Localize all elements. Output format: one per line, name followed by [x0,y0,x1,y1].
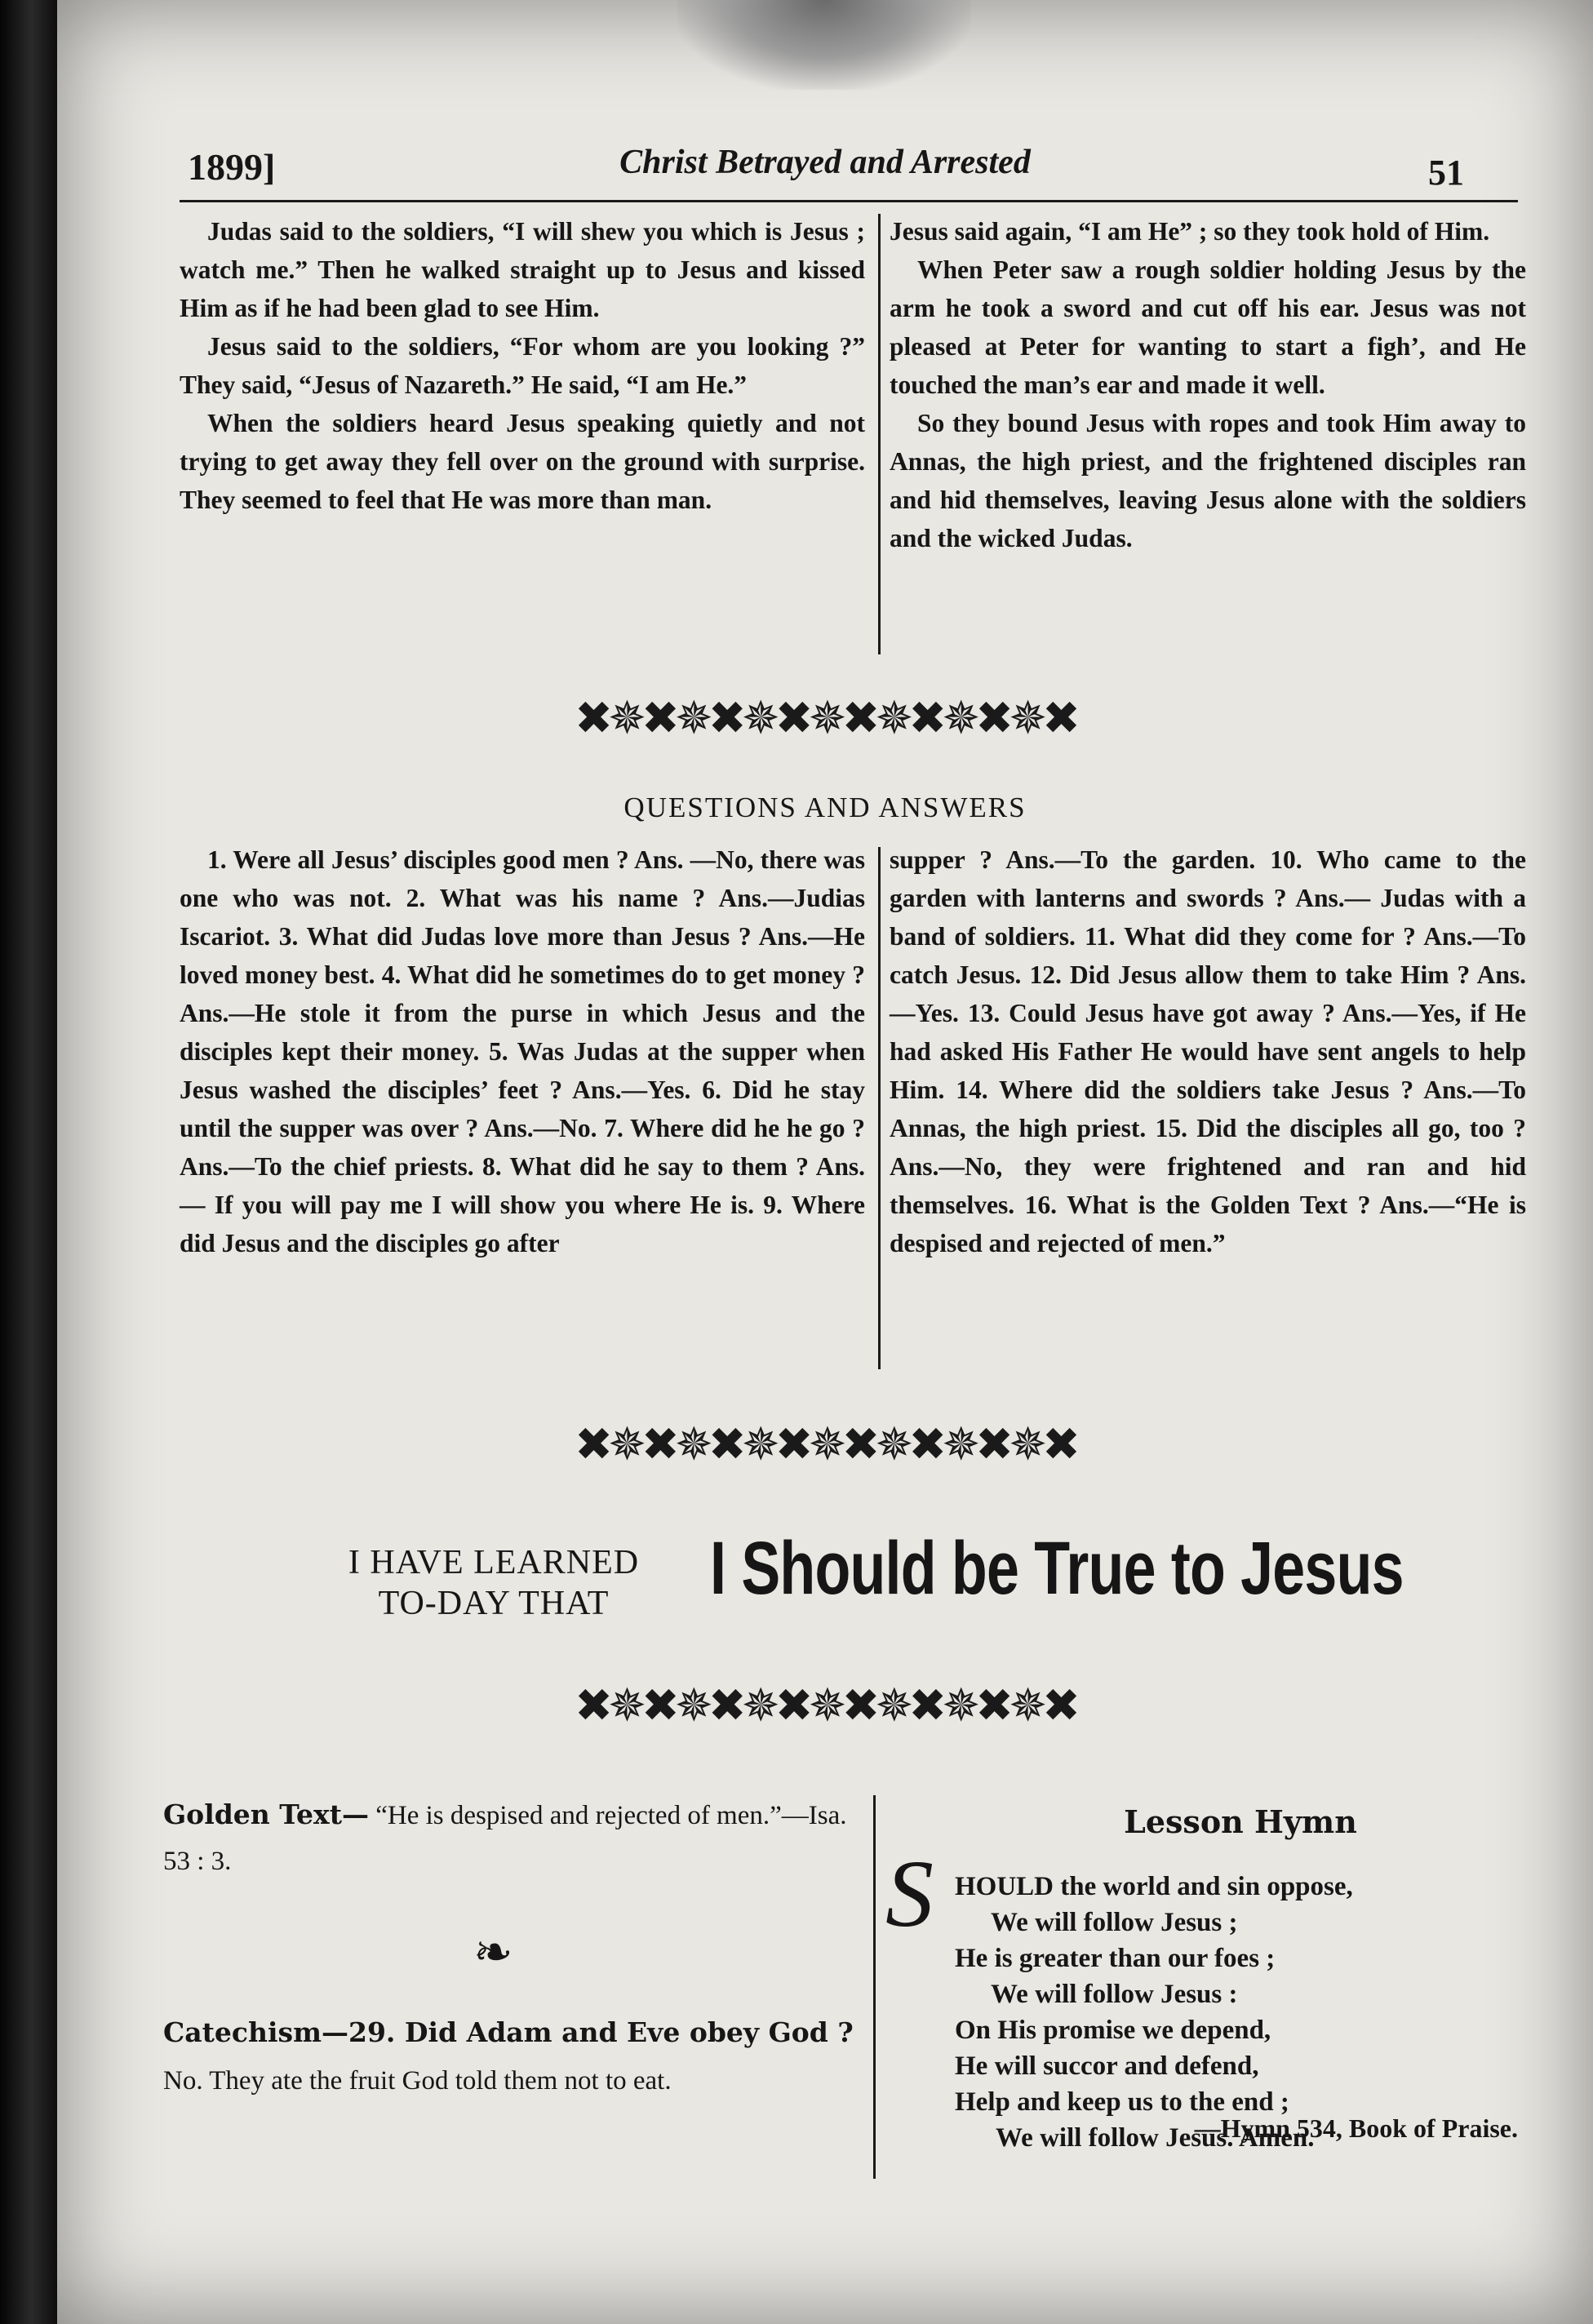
story-left-column [180,212,865,519]
qa-heading: QUESTIONS AND ANSWERS [623,792,1027,823]
golden-text-label: Golden Text— [163,1798,369,1830]
story-right-column [890,212,1526,557]
qa-text: 1. Were all Jesus’ disciples good men ? Ans. —No, there was one who was not. 2. What was his name ? Ans.—Judias Iscariot. 3. What did Judas love more than Jesus ? Ans.—He loved money best. 4. What did he sometimes do to get money ? Ans.—He stole it from the purse in which Jesus and the disciples kept their money. 5. Was Judas at the supper when Jesus washed the disciples’ feet ? Ans.—Yes. 6. Did he stay until the supper was over ? Ans.—No. 7. Where did he he go ? Ans.—To the chief priests. 8. What did he say to them ? Ans.— If you will pay me I will show you where He is. 9. Where did Jesus and the disciples go after [180,845,865,1257]
story-paragraph: So they bound Jesus with ropes and took Him away to Annas, the high priest, and the frightened disciples ran and hid themselves, leaving Jesus alone with the soldiers and the wicked Judas. [890,409,1526,552]
hymn-line: He is greater than our foes ; [955,1944,1276,1973]
binding-spine [0,0,57,2324]
hymn-line: We will follow Jesus. Amen. [996,2123,1315,2153]
hymn-line: Help and keep us to the end ; [955,2087,1289,2117]
qa-left-column [180,840,865,1262]
hymn-source: —Hymn 534, Book of Praise. [1194,2113,1518,2143]
column-divider [873,1795,876,2179]
catechism-answer: No. They ate the fruit God told them not to eat. [163,2066,672,2096]
hymn-line: He will succor and defend, [955,2051,1259,2081]
swirl-ornament-icon: ❧ [473,1924,513,1980]
header-rule [180,200,1518,202]
story-paragraph: Jesus said again, “I am He” ; so they took hold of Him. [890,217,1490,246]
ornamental-divider: ✖✵✖✵✖✵✖✵✖✵✖✵✖✵✖ [575,1679,1076,1732]
learned-line-1: I HAVE LEARNED [348,1544,640,1581]
story-paragraph: Judas said to the soldiers, “I will shew you which is Jesus ; watch me.” Then he walked straight up to Jesus and kissed Him as if he had been glad to see Him. [180,217,865,322]
page-number: 51 [1428,153,1464,193]
hymn-line: HOULD the world and sin oppose, [955,1872,1353,1901]
header-title: Christ Betrayed and Arrested [619,144,1031,181]
hymn-line: We will follow Jesus ; [991,1908,1238,1937]
learned-line-2: TO-DAY THAT [378,1585,610,1622]
column-divider [878,847,881,1369]
learned-headline: I Should be True to Jesus [710,1527,1404,1610]
golden-text [163,1792,857,1884]
header-year: 1899] [188,146,276,188]
hymn-title: Lesson Hymn [1124,1803,1357,1840]
story-paragraph: When Peter saw a rough soldier holding Jesus by the arm he took a sword and cut off his ear. Jesus was not pleased at Peter for wanting to start a fighʼ, and He touched the man’s ear and made it well. [890,255,1526,399]
learned-caption [277,1542,710,1624]
ornamental-divider: ✖✵✖✵✖✵✖✵✖✵✖✵✖✵✖ [575,1418,1076,1471]
hymn-line: On His promise we depend, [955,2016,1271,2045]
golden-text-body: “He is despised and rejected of men.”—Isa. 53 : 3. [163,1801,847,1876]
qa-text: supper ? Ans.—To the garden. 10. Who came to the garden with lanterns and swords ? Ans.— Judas with a band of soldiers. 11. What did they come for ? Ans.—To catch Jesus. 12. Did Jesus allow them to take Him ? Ans.—Yes. 13. Could Jesus have got away ? Ans.—Yes, if He had asked His Father He would have sent angels to help Him. 14. Where did the soldiers take Jesus ? Ans.—To Annas, the high priest. 15. Did the disciples all go, too ? Ans.—No, they were frightened and ran and hid themselves. 16. What is the Golden Text ? Ans.—“He is despised and rejected of men.” [890,845,1526,1257]
ornamental-divider: ✖✵✖✵✖✵✖✵✖✵✖✵✖✵✖ [575,692,1076,745]
hymn-line: We will follow Jesus : [991,1980,1238,2009]
torn-corner [677,0,971,90]
story-paragraph: Jesus said to the soldiers, “For whom are you looking ?” They said, “Jesus of Nazareth.” He said, “I am He.” [180,332,865,399]
page [57,0,1593,2324]
catechism-question: Catechism—29. Did Adam and Eve obey God ? [163,2016,854,2048]
qa-right-column [890,840,1526,1262]
story-paragraph: When the soldiers heard Jesus speaking quietly and not trying to get away they fell over on the ground with surprise. They seemed to feel that He was more than man. [180,409,865,514]
catechism [163,2009,857,2104]
column-divider [878,214,881,654]
hymn-dropcap: S [885,1840,934,1947]
